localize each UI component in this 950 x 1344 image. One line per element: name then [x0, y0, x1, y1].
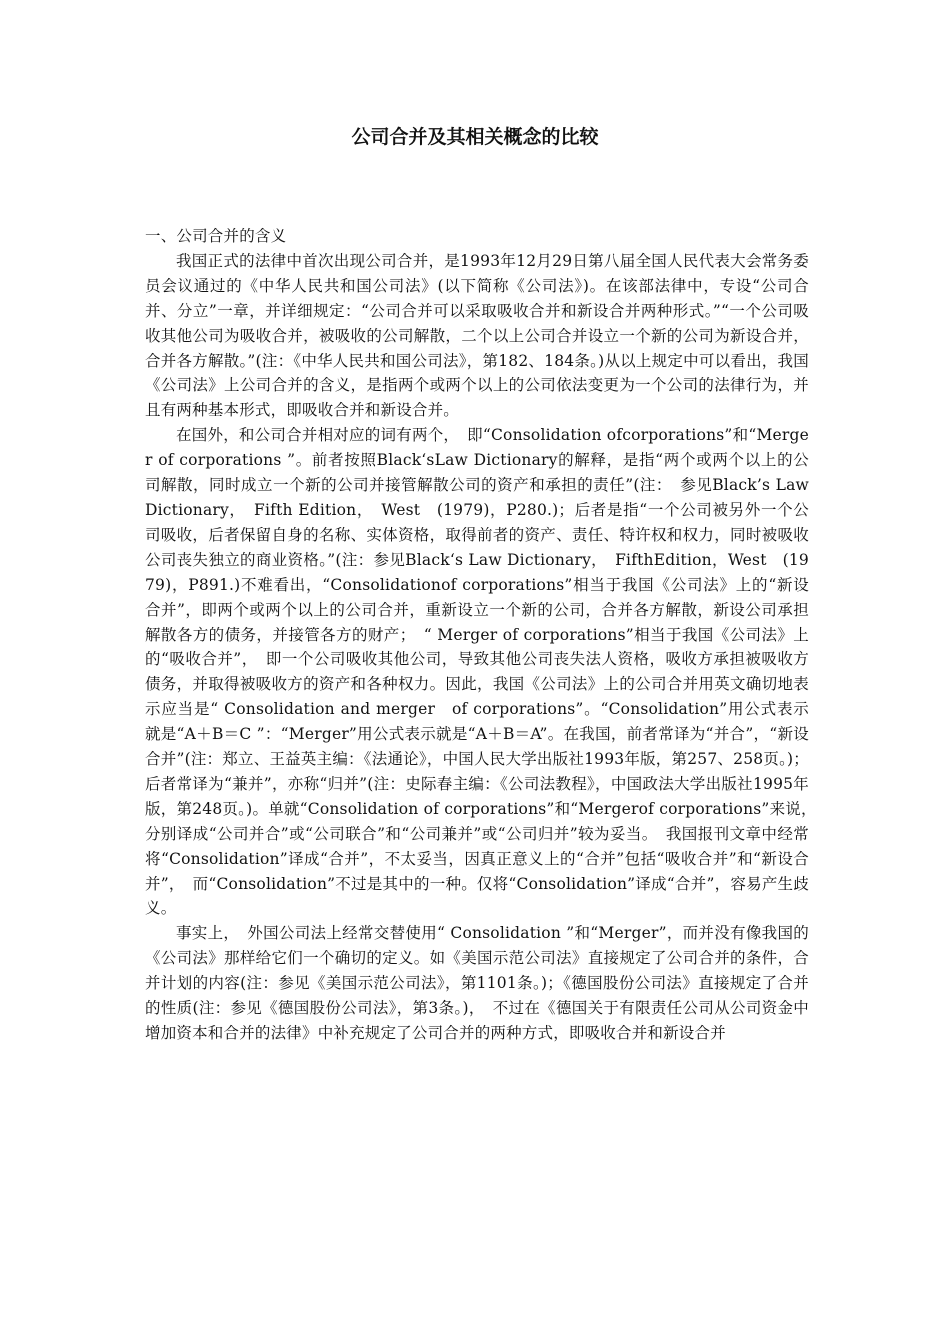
paragraph-1: 我国正式的法律中首次出现公司合并，是1993年12月29日第八届全国人民代表大会常务委员会议通过的《中华人民共和国公司法》(以下简称《公司法》)。在该部法律中，专设“公司合并、分立”一章，并详细规定：“公司合并可以采取吸收合并和新设合并两种形式。”“一个公司吸收其他公司为吸收合并，被吸收的公司解散，二个以上公司合并设立一个新的公司为新设合并，合并各方解散。”(注：《中华人民共和国公司法》，第182、184条。)从以上规定中可以看出，我国《公司法》上公司合并的含义，是指两个或两个以上的公司依法变更为一个公司的法律行为，并且有两种基本形式，即吸收合并和新设合并。 [145, 251, 809, 420]
paragraph-3: 事实上， 外国公司法上经常交替使用“ Consolidation ”和“Merger”，而并没有像我国的《公司法》那样给它们一个确切的定义。如《美国示范公司法》直接规定了公司合并的条件，合并计划的内容(注：参见《美国示范公司法》，第1101条。)；《德国股份公司法》直接规定了合并的性质(注：参见《德国股份公司法》，第3条。)， 不过在《德国关于有限责任公司从公司资金中增加资本和合并的法律》中补充规定了公司合并的两种方式，即吸收合并和新设合并 [145, 924, 809, 1042]
section-heading: 一、公司合并的含义 [145, 227, 287, 245]
document-body [145, 224, 825, 1046]
paragraph-2: 在国外，和公司合并相对应的词有两个， 即“Consolidation ofcorporations”和“Merger of corporations ”。前者按照Black‘sLaw Dictionary的解释，是指“两个或两个以上的公司解散，同时成立一个新的公司并接管解散公司的资产和承担的责任”(注： 参见Black’s Law Dictionary， Fifth Edition， West (1979)，P280.)；后者是指“一个公司被另外一个公司吸收，后者保留自身的名称、实体资格，取得前者的资产、责任、特许权和权力，同时被吸收公司丧失独立的商业资格。”(注：参见Black‘s Law Dictionary， FifthEdition，West (1979)，P891.)不难看出，“Consolidationof corporations”相当于我国《公司法》上的“新设合并”，即两个或两个以上的公司合并，重新设立一个新的公司，合并各方解散，新设公司承担解散各方的债务，并接管各方的财产； “ Merger of corporations”相当于我国《公司法》上的“吸收合并”， 即一个公司吸收其他公司，导致其他公司丧失法人资格，吸收方承担被吸收方债务，并取得被吸收方的资产和各种权力。因此，我国《公司法》上的公司合并用英文确切地表示应当是“ Consolidation and merger of corporations”。“Consolidation”用公式表示就是“A＋B＝C ”：“Merger”用公式表示就是“A＋B＝A”。在我国，前者常译为“并合”，“新设合并”(注：郑立、王益英主编：《法通论》，中国人民大学出版社1993年版，第257、258页。)；后者常译为“兼并”，亦称“归并”(注：史际春主编：《公司法教程》，中国政法大学出版社1995年版，第248页。)。单就“Consolidation of corporations”和“Mergerof corporations”来说， 分别译成“公司并合”或“公司联合”和“公司兼并”或“公司归并”较为妥当。 我国报刊文章中经常将“Consolidation”译成“合并”，不太妥当，因真正意义上的“合并”包括“吸收合并”和“新设合并”， 而“Consolidation”不过是其中的一种。仅将“Consolidation”译成“合并”，容易产生歧义。 [145, 426, 825, 918]
page-title: 公司合并及其相关概念的比较 [351, 126, 599, 148]
